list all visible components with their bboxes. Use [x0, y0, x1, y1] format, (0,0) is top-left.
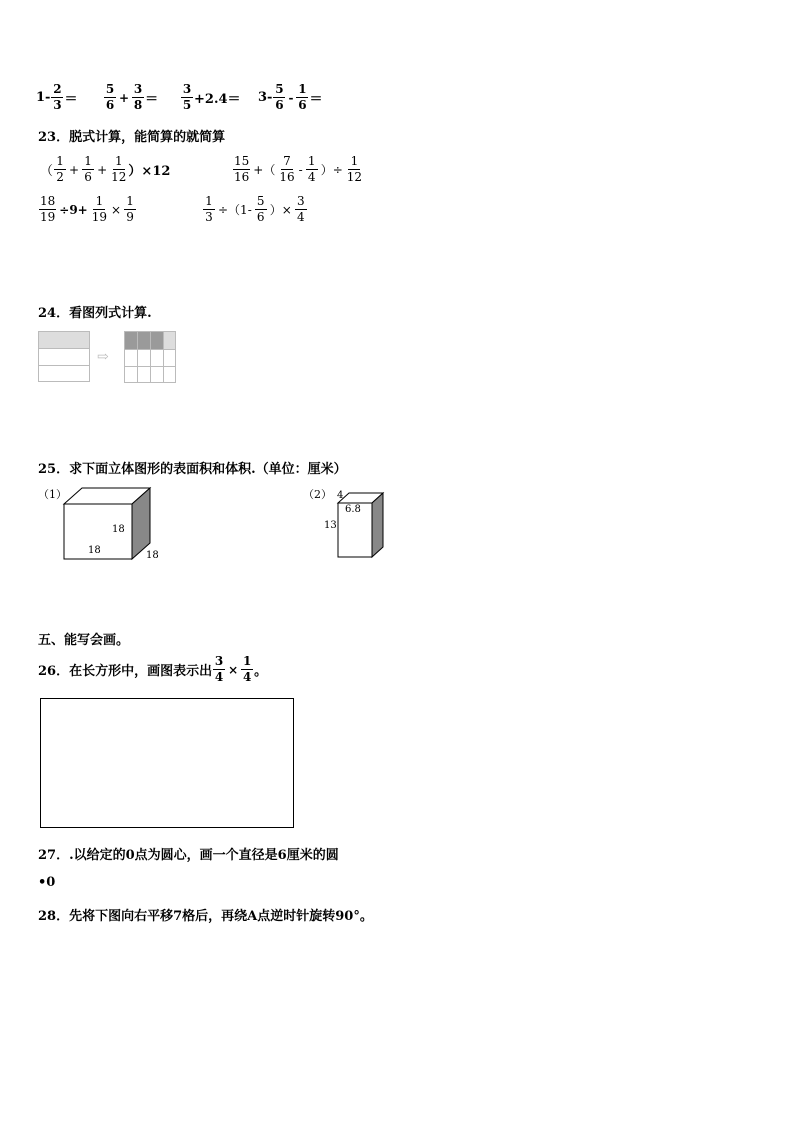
fraction: $\frac{1}{3}$	[203, 194, 215, 225]
fraction: $\frac{3}{8}$	[133, 82, 143, 112]
expr-text: ）×12	[128, 164, 171, 179]
fraction: $\frac{2}{3}$	[53, 82, 62, 112]
fraction: $\frac{5}{6}$	[275, 82, 284, 112]
q27-title: 27．.以给定的0点为圆心，画一个直径是6厘米的圆	[38, 848, 339, 863]
fraction-grid-left	[38, 331, 90, 382]
expr-text: ＝	[145, 92, 159, 107]
fraction: $\frac{1}{4}$	[242, 654, 252, 684]
fraction: $\frac{3}{4}$	[295, 194, 307, 225]
operator: ×	[111, 202, 122, 217]
expr-text: +2.4＝	[194, 92, 241, 107]
fraction: $\frac{1}{9}$	[124, 194, 136, 225]
section-5-title: 五、能写会画。	[38, 633, 130, 648]
drawing-rectangle[interactable]	[40, 698, 294, 828]
prism-width-dim: 6.8	[345, 504, 361, 515]
operator: ）×	[269, 203, 292, 217]
fig2-label: （2）	[303, 488, 332, 501]
shaded-row	[39, 332, 89, 349]
expr-text: 1-	[36, 90, 51, 105]
center-point-0[interactable]: •0	[38, 875, 56, 890]
fraction: $\frac{5}{6}$	[255, 194, 267, 225]
expr-text: 3-	[258, 90, 273, 105]
fraction: $\frac{1}{12}$	[111, 154, 127, 184]
cube-depth-dim: 18	[146, 550, 159, 561]
fraction: $\frac{3}{4}$	[214, 654, 224, 684]
operator: -	[298, 162, 303, 177]
grid-line	[150, 332, 151, 382]
prism-depth-dim: 4	[337, 490, 344, 501]
fraction: $\frac{1}{6}$	[82, 154, 94, 185]
operator: +（	[253, 163, 276, 177]
q23-title: 23．脱式计算，能简算的就简算	[38, 130, 226, 145]
operator: +	[69, 162, 80, 177]
q24-title: 24．看图列式计算.	[38, 306, 152, 321]
fig1-label: （1）	[38, 488, 67, 501]
q23-expr-b	[232, 154, 364, 185]
cube-front-dim: 18	[112, 524, 125, 535]
operator: ÷（1-	[218, 203, 252, 217]
prism-side-face	[372, 493, 383, 557]
dark-shaded-cells	[125, 332, 163, 349]
grid-line	[163, 332, 164, 382]
grid-line	[39, 365, 89, 366]
operator: ）÷	[320, 163, 343, 177]
expr-2	[103, 82, 158, 113]
q23-expr-d	[202, 194, 308, 225]
q28-title: 28．先将下图向右平移7格后，再绕A点逆时针旋转90°。	[38, 909, 373, 924]
q23-expr-c	[38, 194, 137, 225]
cube-bottom-dim: 18	[88, 545, 101, 556]
q23-expr-a	[40, 154, 170, 185]
fraction: $\frac{7}{16}$	[279, 154, 295, 184]
q26-title	[38, 654, 267, 685]
prism-figure	[334, 490, 386, 560]
paren: （	[40, 164, 54, 179]
fraction: $\frac{1}{2}$	[54, 154, 66, 185]
operator: ÷9+	[59, 202, 88, 217]
expr-text: ＝	[309, 92, 323, 107]
fraction: $\frac{15}{16}$	[234, 154, 250, 184]
fraction-grid-right	[124, 331, 176, 383]
fraction: $\frac{1}{19}$	[91, 194, 108, 224]
fraction: $\frac{1}{4}$	[306, 154, 318, 185]
expr-3	[180, 82, 241, 113]
fraction: $\frac{1}{12}$	[346, 154, 363, 184]
operator: -	[288, 90, 294, 105]
prism-height-dim: 13	[324, 520, 337, 531]
operator: +	[119, 90, 130, 105]
fraction: $\frac{1}{6}$	[298, 82, 307, 112]
expr-1	[36, 82, 77, 113]
fraction: $\frac{18}{19}$	[40, 194, 56, 224]
operator: +	[97, 162, 108, 177]
q26-text: 26．在长方形中，画图表示出	[38, 664, 213, 679]
arrow-icon: ⇨	[97, 349, 109, 365]
light-shaded-cell	[163, 332, 175, 349]
q25-title: 25．求下面立体图形的表面积和体积.（单位：厘米）	[38, 462, 347, 477]
grid-line	[137, 332, 138, 382]
operator: ×	[228, 662, 239, 677]
expr-text: ＝	[64, 92, 78, 107]
expr-4	[258, 82, 322, 113]
fraction: $\frac{3}{5}$	[182, 82, 192, 112]
q26-text: 。	[254, 664, 268, 679]
fraction: $\frac{5}{6}$	[105, 82, 115, 112]
